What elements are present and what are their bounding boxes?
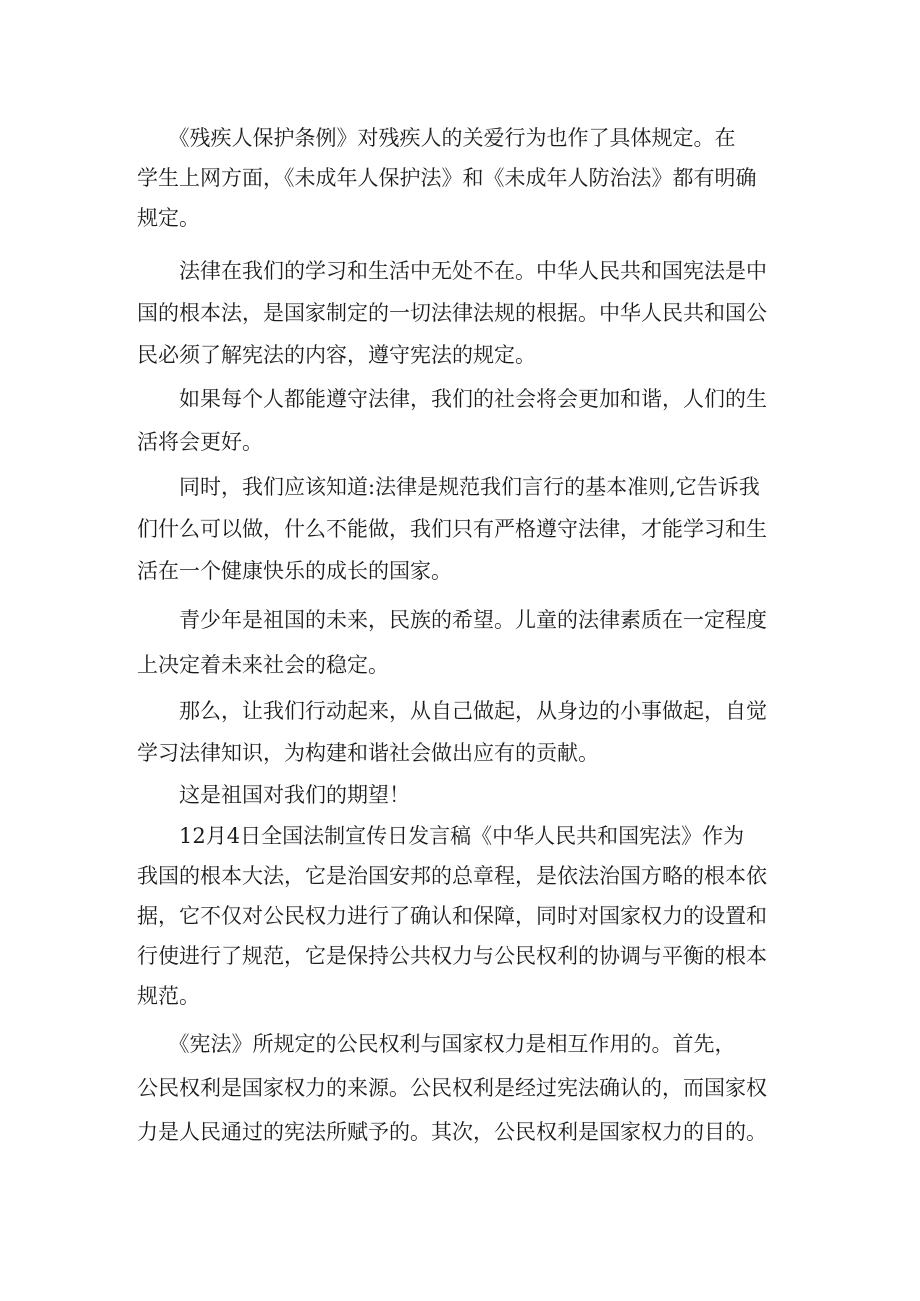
paragraph-line: 规范。 <box>137 984 200 1008</box>
paragraph-line: 们什么可以做，什么不能做，我们只有严格遵守法律，才能学习和生 <box>137 517 767 541</box>
paragraph-line: 如果每个人都能遵守法律，我们的社会将会更加和谐，人们的生 <box>137 387 767 411</box>
paragraph-line: 行使进行了规范，它是保持公共权力与公民权利的协调与平衡的根本 <box>137 944 767 968</box>
paragraph-disabled-protection <box>137 118 797 238</box>
paragraph-law-norms <box>137 466 797 592</box>
paragraph-line: 学习法律知识，为构建和谐社会做出应有的贡献。 <box>137 741 599 765</box>
paragraph-line: 法律在我们的学习和生活中无处不在。中华人民共和国宪法是中 <box>137 259 767 283</box>
paragraph-line: 《残疾人保护条例》对残疾人的关爱行为也作了具体规定。在 <box>137 126 736 150</box>
paragraph-line: 上决定着未来社会的稳定。 <box>137 653 389 677</box>
paragraph-line: 国的根本法，是国家制定的一切法律法规的根据。中华人民共和国公 <box>137 301 767 325</box>
paragraph-line: 这是祖国对我们的期望！ <box>137 783 410 807</box>
paragraph-line: 我国的根本大法，它是治国安邦的总章程，是依法治国方略的根本依 <box>137 864 767 888</box>
paragraph-line: 青少年是祖国的未来，民族的希望。儿童的法律素质在一定程度 <box>137 608 767 632</box>
paragraph-youth-future <box>137 598 797 688</box>
paragraph-line: 据，它不仅对公民权力进行了确认和保障，同时对国家权力的设置和 <box>137 904 767 928</box>
paragraph-constitution-fundamental <box>137 250 797 376</box>
paragraph-line: 公民权利是国家权力的来源。公民权利是经过宪法确认的，而国家权 <box>137 1076 767 1100</box>
paragraph-line: 活在一个健康快乐的成长的国家。 <box>137 559 452 583</box>
paragraph-obey-law <box>137 378 797 464</box>
paragraph-line: 那么，让我们行动起来，从自己做起，从身边的小事做起，自觉 <box>137 699 767 723</box>
paragraph-line: 力是人民通过的宪法所赋予的。其次，公民权利是国家权力的目的。 <box>137 1120 767 1144</box>
paragraph-line: 民必须了解宪法的内容，遵守宪法的规定。 <box>137 343 536 367</box>
paragraph-speech-dec4 <box>137 816 797 1016</box>
paragraph-line: 规定。 <box>137 206 200 230</box>
paragraph-line: 同时，我们应该知道:法律是规范我们言行的基本准则,它告诉我 <box>137 475 760 499</box>
paragraph-expectation <box>137 774 797 816</box>
paragraph-line: 活将会更好。 <box>137 430 263 454</box>
paragraph-take-action <box>137 690 797 774</box>
paragraph-line: 12月4日全国法制宣传日发言稿《中华人民共和国宪法》作为 <box>137 824 745 848</box>
paragraph-line: 学生上网方面，《未成年人保护法》和《未成年人防治法》都有明确 <box>137 166 757 190</box>
paragraph-rights-and-power <box>137 1022 797 1154</box>
paragraph-line: 《宪法》所规定的公民权利与国家权力是相互作用的。首先， <box>137 1032 736 1056</box>
